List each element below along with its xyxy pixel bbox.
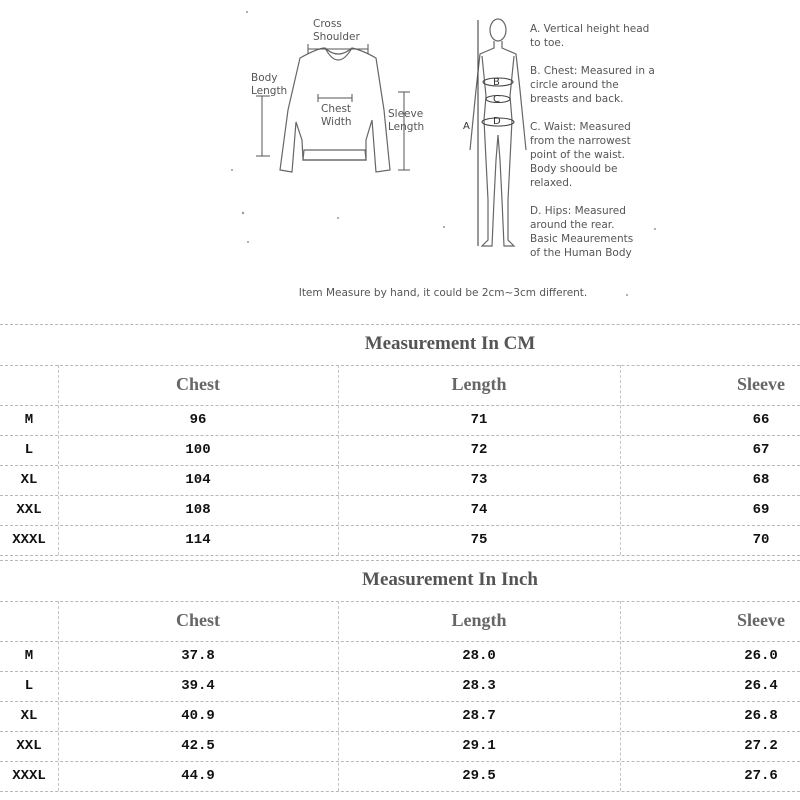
length-value: 71 [470,412,488,428]
size-label: M [24,412,34,428]
body-length-arrow [256,96,270,156]
chest-value: 108 [185,502,211,518]
measure-caption: Item Measure by hand, it could be 2cm~3cm different. [298,287,588,299]
chest-value: 39.4 [181,678,215,694]
length-value: 74 [470,502,488,518]
inch-header-chest: Chest [176,610,220,630]
sleeve-value: 27.6 [744,768,778,784]
chest-value: 37.8 [181,648,215,664]
length-value: 28.0 [462,648,496,664]
sleeve-value: 69 [752,502,770,518]
body-letter-d: D [493,116,501,127]
length-value: 28.7 [462,708,496,724]
size-label: M [24,648,34,664]
cm-table-title: Measurement In CM [364,333,536,354]
cross-shoulder-arrow [308,44,368,54]
cm-header-length: Length [451,374,507,394]
chest-value: 96 [189,412,207,428]
sleeve-value: 26.4 [744,678,778,694]
sleeve-value: 27.2 [744,738,778,754]
cross-shoulder-label: Cross Shoulder [313,18,360,43]
size-label: XL [20,472,38,488]
length-value: 28.3 [462,678,496,694]
size-label: XXL [16,738,42,754]
size-label: XL [20,708,38,724]
body-letter-a: A [463,121,470,132]
sleeve-value: 70 [752,532,770,548]
size-label: XXXL [12,768,46,784]
chest-value: 114 [185,532,211,548]
measurement-guide [0,0,800,322]
chest-value: 100 [185,442,211,458]
sleeve-value: 67 [752,442,770,458]
inch-header-sleeve: Sleeve [737,610,785,630]
size-label: XXXL [12,532,46,548]
body-letter-b: B [493,77,500,88]
inch-table-title: Measurement In Inch [362,569,538,590]
sleeve-length-label: Sleeve Length [388,108,425,133]
sleeve-value: 26.8 [744,708,778,724]
sleeve-value: 66 [752,412,770,428]
length-value: 72 [470,442,488,458]
length-value: 29.5 [462,768,496,784]
length-value: 75 [470,532,488,548]
chest-value: 44.9 [181,768,215,784]
size-label: XXL [16,502,42,518]
length-value: 73 [470,472,488,488]
inch-header-length: Length [451,610,507,630]
chest-width-arrow [318,94,352,102]
chest-value: 104 [185,472,211,488]
note-b: B. Chest: Measured in a circle around the breasts and back. [530,65,655,105]
note-a: A. Vertical height head to toe. [530,23,650,49]
body-length-label: Body Length [251,72,288,97]
chest-value: 40.9 [181,708,215,724]
note-c: C. Waist: Measured from the narrowest point of the waist. Body shoould be relaxed. [530,121,631,189]
cm-header-sleeve: Sleeve [737,374,785,394]
sleeve-value: 26.0 [744,648,778,664]
sleeve-value: 68 [752,472,770,488]
body-letter-c: C [493,94,500,105]
chest-value: 42.5 [181,738,215,754]
size-label: L [24,678,34,694]
chest-width-label: Chest Width [321,103,352,128]
size-label: L [24,442,34,458]
length-value: 29.1 [462,738,496,754]
note-d: D. Hips: Measured around the rear. Basic Meaurements of the Human Body [530,205,634,259]
cm-header-chest: Chest [176,374,220,394]
guide-drawing [0,0,800,322]
